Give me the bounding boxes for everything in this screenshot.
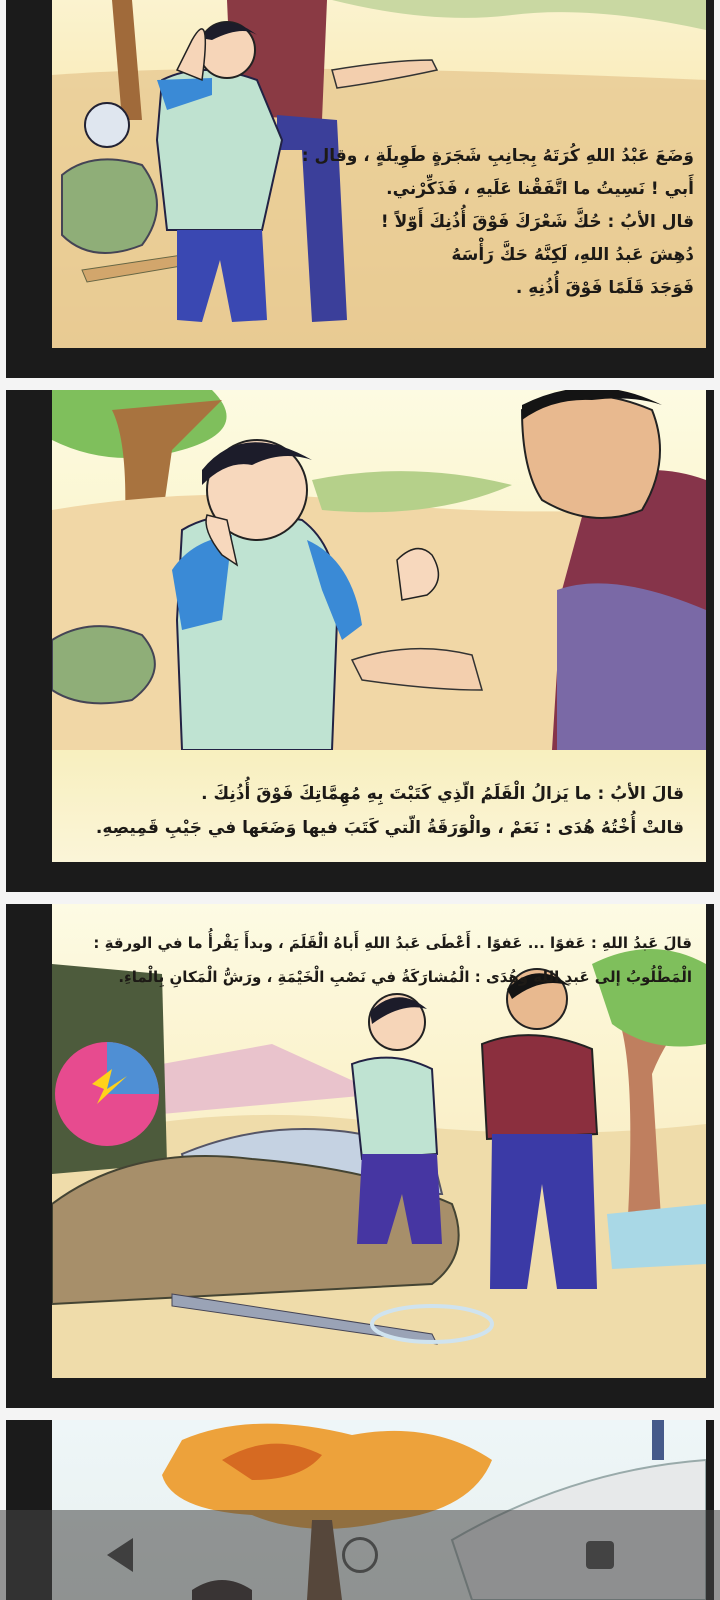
story-line: قال الأبُ : حُكَّ شَعْرَكَ فَوْقَ أُذُنِكَ أَوّلاً ! bbox=[380, 212, 694, 232]
story-line: قالتْ أُخْتُهُ هُدَى : نَعَمْ ، والْوَرَقَةُ الّتي كَتَبَ فيها وَضَعَها في جَيْبِ قَمِيصِهِ. bbox=[95, 818, 684, 838]
page-3-story-text bbox=[93, 926, 692, 994]
story-line: فَوَجَدَ قَلَمًا فَوْقَ أُذُنِهِ . bbox=[515, 278, 694, 298]
story-line: قالَ عَبدُ اللهِ : عَفوًا ... عَفوًا . أَعْطَى عَبدُ اللهِ أَباهُ الْقَلَمَ ، وبدأَ يَقْرأُ ما في الورقةِ : bbox=[93, 934, 692, 952]
home-button[interactable] bbox=[330, 1525, 390, 1585]
story-line: أَبي ! نَسِيتُ ما اتَّفَقْنا عَلَيهِ ، فَذَكِّرْني. bbox=[386, 179, 694, 199]
story-line: الْمَطْلُوبُ إلى عَبدِ اللهِ وهُدَى : الْمُشارَكَةُ في نَصْبِ الْخَيْمَةِ ، ورَشُّ الْمَكانِ بِالْماءِ. bbox=[118, 968, 692, 986]
book-page-2 bbox=[6, 390, 714, 892]
home-circle-icon bbox=[342, 1537, 378, 1573]
recents-square-icon bbox=[586, 1541, 614, 1569]
story-line: قالَ الأبُ : ما يَزالُ الْقَلَمُ الّذِي كَتَبْتَ بِهِ مُهِمَّاتِكَ فَوْقَ أُذُنِكَ . bbox=[201, 784, 684, 804]
back-button[interactable] bbox=[90, 1525, 150, 1585]
book-page-1 bbox=[6, 0, 714, 378]
page-2-story-text bbox=[96, 777, 684, 845]
story-line: وَضَعَ عَبْدُ اللهِ كُرَتَهُ بِجانِبِ شَجَرَةٍ طَوِيلَةٍ ، وقال : bbox=[301, 146, 694, 166]
back-triangle-icon bbox=[107, 1538, 133, 1572]
page-1-story-text bbox=[302, 140, 694, 305]
recents-button[interactable] bbox=[570, 1525, 630, 1585]
story-line: دُهِشَ عَبدُ اللهِ، لَكِنَّهُ حَكَّ رَأْسَهُ bbox=[451, 245, 694, 265]
book-page-3 bbox=[6, 904, 714, 1408]
system-navigation-bar bbox=[0, 1510, 720, 1600]
father-and-son-scene-2 bbox=[52, 390, 706, 750]
